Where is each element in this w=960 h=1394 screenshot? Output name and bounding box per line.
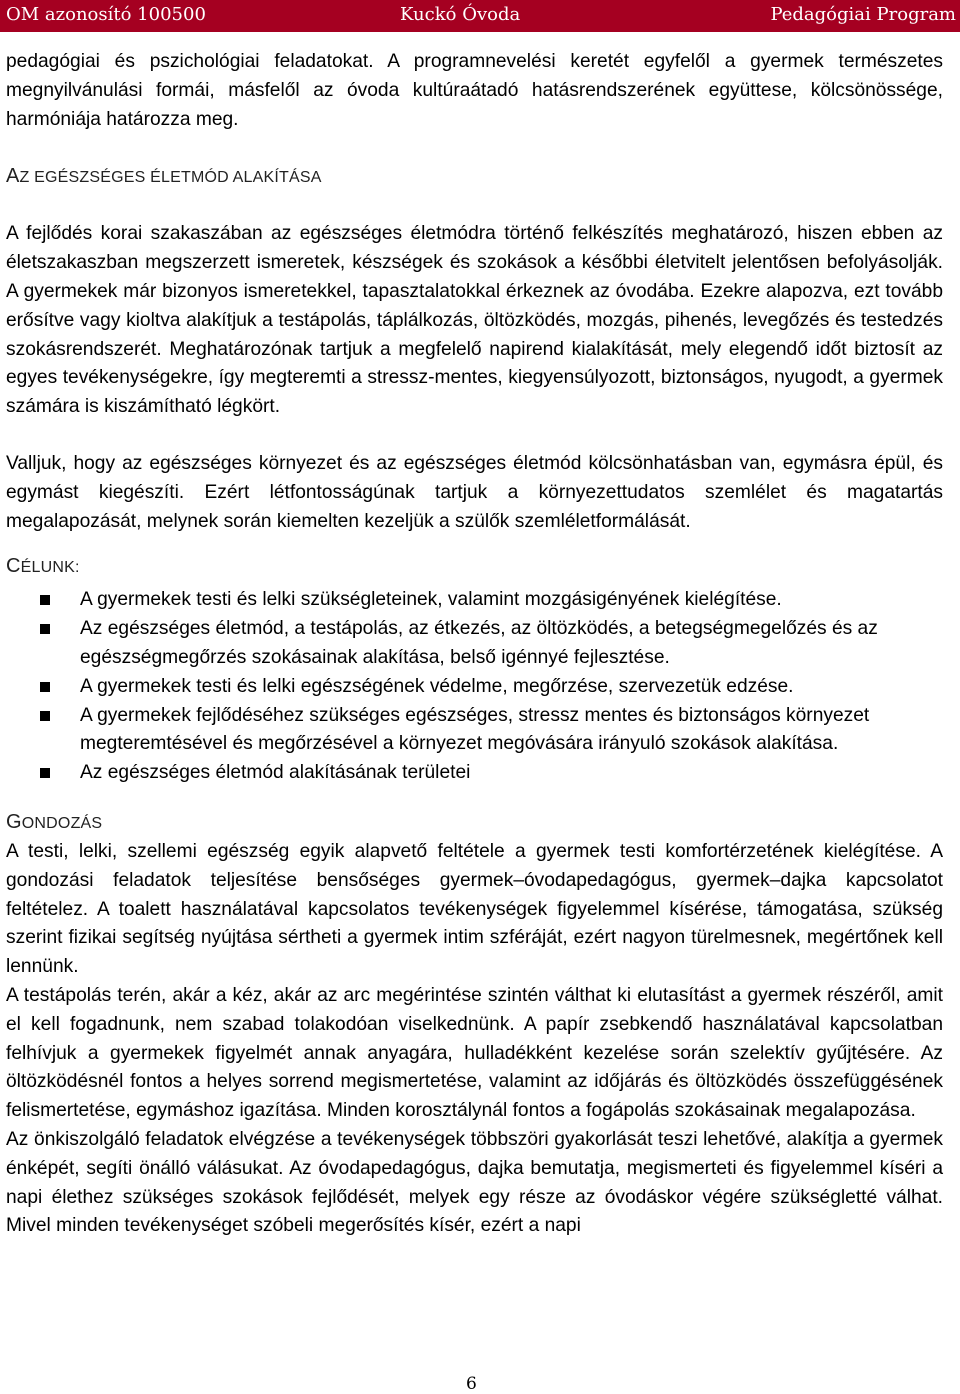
header-institution: Kuckó Óvoda <box>400 4 521 25</box>
list-item: Az egészséges életmód, a testápolás, az étkezés, az öltözködés, a betegségmegelőzés és az egészségmegőrzés szokásainak alakítása, belső igénnyé fejlesztése. <box>6 615 943 673</box>
square-bullet-icon <box>40 595 50 605</box>
page-number: 6 <box>466 1374 477 1394</box>
heading-initial: G <box>6 810 22 833</box>
heading-rest: ÉLUNK: <box>20 559 80 577</box>
heading-rest: Z EGÉSZSÉGES ÉLETMÓD ALAKÍTÁSA <box>19 169 322 187</box>
section-heading-healthy-lifestyle <box>6 162 943 192</box>
care-paragraph-2: A testápolás terén, akár a kéz, akár az arc megérintése szintén válthat ki elutasítást a gyermek részéről, amit el kell fogadnunk, nem szabad tolakodóan viselkednünk. A papír zsebkendő használatával kapcsolatban felhívjuk a gyermekek figyelmét annak anyagára, hulladékként kezelése során szelektív gyűjtésére. Az öltözködésnél fontos a helyes sorrend megismertetése, valamint az időjárás és öltözködés összefüggésének felismertetése, egymáshoz igazítása. Minden korosztálynál fontos a fogápolás szokásainak megalapozása. <box>6 984 943 1122</box>
goals-list <box>6 586 943 788</box>
goals-heading <box>6 552 943 582</box>
page-content <box>6 48 943 1241</box>
page-header <box>0 0 960 32</box>
intro-paragraph: pedagógiai és pszichológiai feladatokat. A programnevelési keretét egyfelől a gyermek természetes megnyilvánulási formái, másfelől az óvoda kultúraátadó hatásrendszerének együttese, kölcsönössége, harmóniája határozza meg. <box>6 51 943 130</box>
header-document-title: Pedagógiai Program <box>770 4 956 25</box>
heading-initial: C <box>6 555 21 578</box>
healthy-lifestyle-paragraph-2: Valljuk, hogy az egészséges környezet és az egészséges életmód kölcsönhatásban van, egymásra épül, és egymást kiegészíti. Ezért létfontosságúnak tartjuk a környezettudatos szemlélet és magatartás megalapozását, melynek során kiemelten kezeljük a szülők szemléletformálását. <box>6 452 943 532</box>
square-bullet-icon <box>40 624 50 634</box>
care-paragraph-3: Az önkiszolgáló feladatok elvégzése a tevékenységek többszöri gyakorlását teszi lehetővé, alakítja a gyermek énképét, segíti önálló válásukat. Az óvodapedagógus, dajka bemutatja, megismerteti és figyelemmel kíséri a napi élethez szükséges szokások fejlődését, melyek egy része az óvodáskor végére szükségletté válhat. Mivel minden tevékenységet szóbeli megerősítés kísér, ezért a napi <box>6 1128 943 1237</box>
square-bullet-icon <box>40 682 50 692</box>
square-bullet-icon <box>40 711 50 721</box>
header-om-id: OM azonosító 100500 <box>6 4 206 25</box>
healthy-lifestyle-paragraph-1: A fejlődés korai szakaszában az egészséges életmódra történő felkészítés meghatározó, hiszen ebben az életszakaszban megszerzett ismeretek, készségek és szokások a későbbi életvitelt jelentősen befolyásolják. A gyermekek már bizonyos ismeretekkel, tapasztalatokkal érkeznek az óvodába. Ezekre alapozva, ezt tovább erősítve vagy kioltva alakítjuk a testápolás, táplálkozás, öltözködés, mozgás, pihenés, levegőzés és testedzés szokásrendszerét. Meghatározónak tartjuk a megfelelő napirend kialakítását, mely elegendő időt biztosít az egyes tevékenységekre, így megteremti a stressz-mentes, kiegyensúlyozott, biztonságos, nyugodt, a gyermek számára is kiszámítható légkört. <box>6 223 943 418</box>
list-item: A gyermekek fejlődéséhez szükséges egészséges, stressz mentes és biztonságos környezet megteremtésével és megőrzésével a környezet megóvására irányuló szokások alakítása. <box>6 702 943 760</box>
square-bullet-icon <box>40 768 50 778</box>
care-heading <box>6 808 943 838</box>
heading-initial: A <box>6 165 20 188</box>
heading-rest: ONDOZÁS <box>21 814 103 832</box>
list-item: A gyermekek testi és lelki egészségének védelme, megőrzése, szervezetük edzése. <box>6 673 943 702</box>
care-paragraph-1: A testi, lelki, szellemi egészség egyik alapvető feltétele a gyermek testi komfortérzetének kielégítése. A gondozási feladatok teljesítése bensőséges gyermek–óvodapedagógus, gyermek–dajka kapcsolatot feltételez. A toalett használatával kapcsolatos tevékenységek figyelemmel kísérése, támogatása, szükség szerint fizikai segítség nyújtása sértheti a gyermek intim szféráját, ezért nagyon türelmesnek, megértőnek kell lennünk. <box>6 840 943 978</box>
list-item: Az egészséges életmód alakításának területei <box>6 759 943 788</box>
list-item: A gyermekek testi és lelki szükségleteinek, valamint mozgásigényének kielégítése. <box>6 586 943 615</box>
